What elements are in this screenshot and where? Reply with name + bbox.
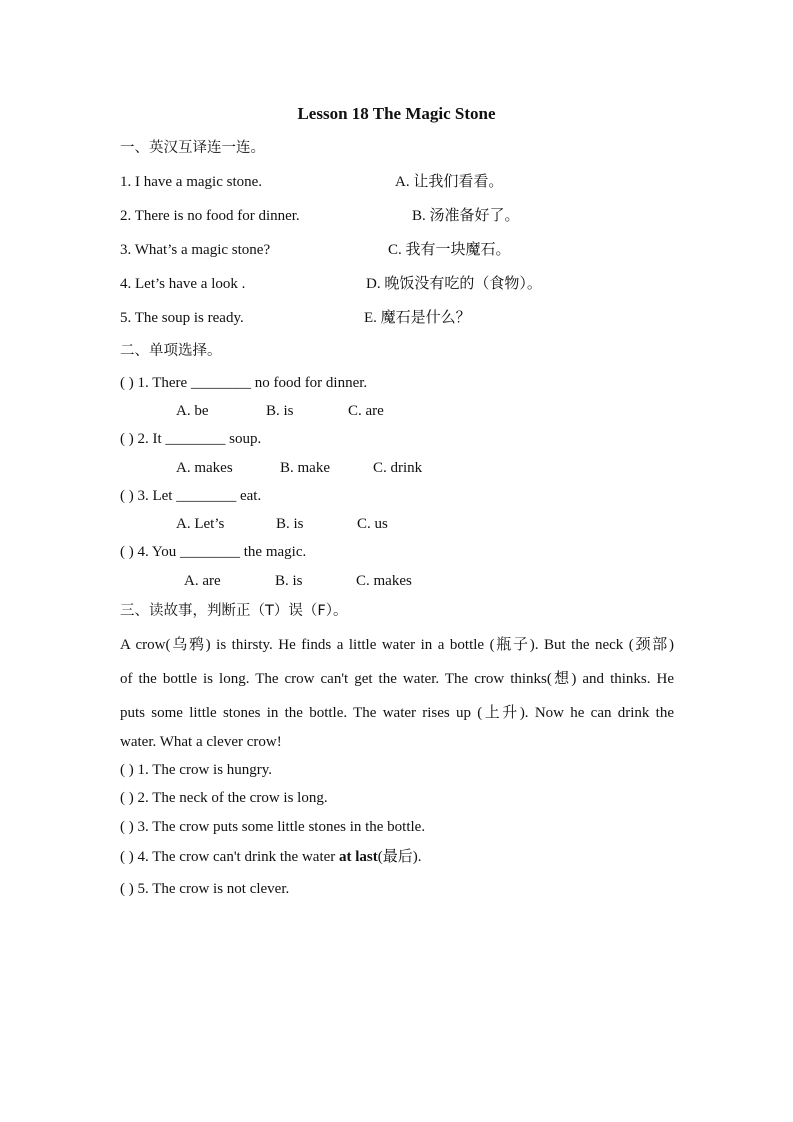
judgement-statement: ( ) 1. The crow is hungry. bbox=[120, 762, 273, 778]
section2-heading: 二、单项选择。 bbox=[120, 343, 222, 359]
option: B. is bbox=[275, 573, 303, 589]
option: B. make bbox=[280, 460, 330, 476]
option: C. are bbox=[348, 403, 384, 419]
question-stem: ( ) 4. You ________ the magic. bbox=[120, 544, 307, 560]
statement-text: (最后). bbox=[377, 849, 422, 865]
page-title: Lesson 18 The Magic Stone bbox=[297, 104, 496, 123]
match-right-item: E. 魔石是什么？ bbox=[364, 310, 471, 326]
passage-line: A crow(乌鸦) is thirsty. He finds a little water in a bottle (瓶子). But the neck (颈部) bbox=[120, 637, 674, 653]
judgement-statement bbox=[120, 847, 422, 867]
match-left-item: 1. I have a magic stone. bbox=[120, 174, 263, 190]
option: B. is bbox=[266, 403, 294, 419]
match-right-item: D. 晚饭没有吃的（食物）。 bbox=[366, 276, 542, 292]
passage-line: of the bottle is long. The crow can't get the water. The crow thinks(想) and thinks. He bbox=[120, 671, 674, 687]
match-left-item: 2. There is no food for dinner. bbox=[120, 208, 300, 224]
option: C. drink bbox=[373, 460, 423, 476]
passage-line: water. What a clever crow! bbox=[120, 734, 282, 750]
option: B. is bbox=[276, 516, 304, 532]
option: A. are bbox=[184, 573, 221, 589]
match-right-item: B. 汤准备好了。 bbox=[412, 208, 520, 224]
option: A. makes bbox=[176, 460, 233, 476]
option: A. be bbox=[176, 403, 209, 419]
judgement-statement: ( ) 3. The crow puts some little stones in the bottle. bbox=[120, 819, 426, 835]
question-stem: ( ) 3. Let ________ eat. bbox=[120, 488, 262, 504]
match-left-item: 4. Let’s have a look . bbox=[120, 276, 246, 292]
match-right-item: C. 我有一块魔石。 bbox=[388, 242, 511, 258]
judgement-statement: ( ) 5. The crow is not clever. bbox=[120, 881, 290, 897]
option: A. Let’s bbox=[176, 516, 225, 532]
match-left-item: 5. The soup is ready. bbox=[120, 310, 244, 326]
option: C. us bbox=[357, 516, 388, 532]
match-left-item: 3. What’s a magic stone? bbox=[120, 242, 271, 258]
section1-heading: 一、英汉互译连一连。 bbox=[120, 140, 265, 156]
option: C. makes bbox=[356, 573, 412, 589]
passage-line: puts some little stones in the bottle. The water rises up (上升). Now he can drink the bbox=[120, 705, 674, 721]
statement-bold-text: at last bbox=[339, 849, 378, 865]
section3-heading: 三、读故事，判断正（T）误（F）。 bbox=[120, 603, 348, 619]
judgement-statement: ( ) 2. The neck of the crow is long. bbox=[120, 790, 328, 806]
question-stem: ( ) 2. It ________ soup. bbox=[120, 431, 262, 447]
question-stem: ( ) 1. There ________ no food for dinner. bbox=[120, 375, 368, 391]
match-right-item: A. 让我们看看。 bbox=[395, 174, 504, 190]
statement-text: ( ) 4. The crow can't drink the water bbox=[120, 849, 340, 865]
